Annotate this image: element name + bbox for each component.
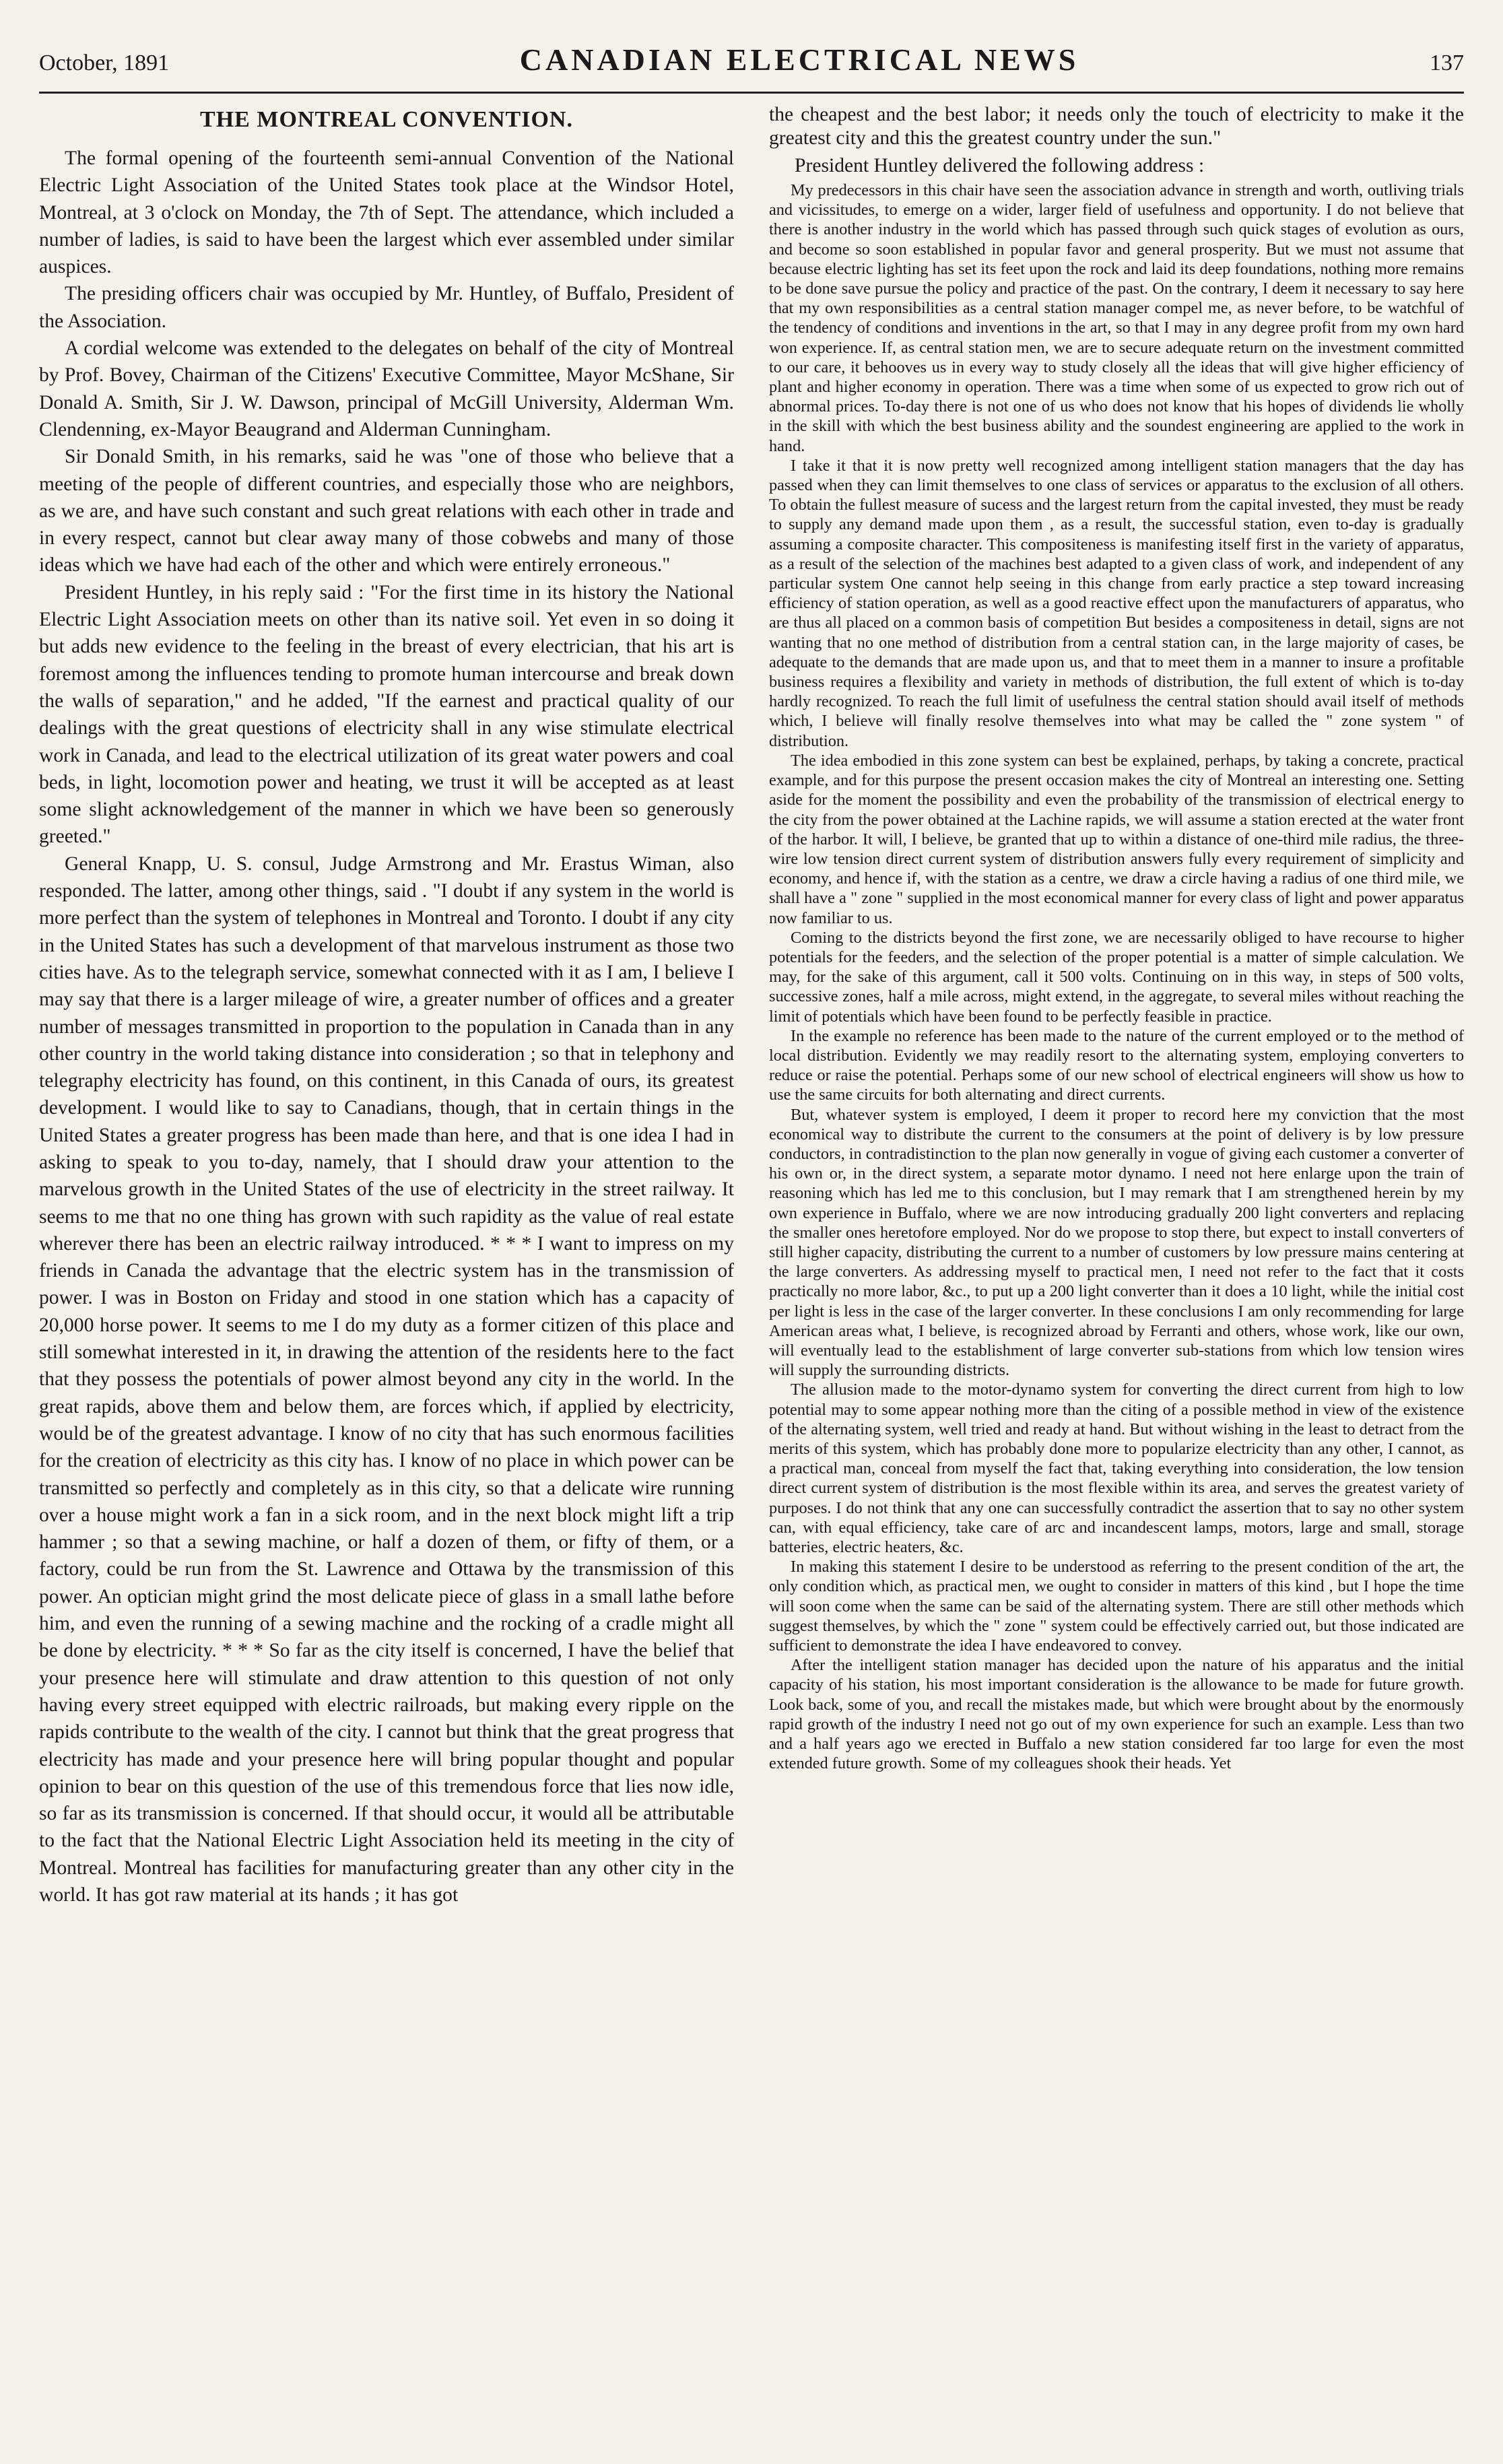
paragraph: A cordial welcome was extended to the delegates on behalf of the city of Montreal by Prof. Bovey, Chairman of the Citizens' Executive Committee, Mayor McShane, Sir Donald A. Smith, Sir J. W. Dawson, principal of McGill University, Alderman Wm. Clendenning, ex-Mayor Beaugrand and Alderman Cunningham.	[39, 337, 734, 440]
address-paragraph: After the intelligent station manager has decided upon the nature of his apparatus and the initial capacity of his station, his most important consideration is the allowance to be made for future growth. Look back, some of you, and recall the mistakes made, but which were brought about by the enormously rapid growth of the industry I need not go out of my own experience for such an example. Less than two and a half years ago we erected in Buffalo a new station considered far too large for even the most extended future growth. Some of my colleagues shook their heads. Yet	[769, 1656, 1464, 1773]
address-paragraph: Coming to the districts beyond the first zone, we are necessarily obliged to have recourse to higher potentials for the feeders, and the selection of the proper potential is a matter of simple calculation. We may, for the sake of this argument, call it 500 volts. Continuing on in this way, in steps of 500 volts, successive zones, half a mile across, might extend, in the aggregate, to several miles without reaching the limit of potentials which have been found to be perfectly feasible in practice.	[769, 928, 1464, 1026]
paragraph: General Knapp, U. S. consul, Judge Armstrong and Mr. Erastus Wiman, also responded. The latter, among other things, said . "I doubt if any system in the world is more perfect than the system of telephones in Montreal and Toronto. I doubt if any city in the United States has such a development of that marvelous instrument as those two cities have. As to the telegraph service, somewhat connected with it as I am, I believe I may say that there is a larger mileage of wire, a greater number of offices and a greater number of messages transmitted in proportion to the population in Canada than in any other country in the world taking distance into consideration ; so that in telephony and telegraphy electricity has found, on this continent, in this Canada of ours, its greatest development. I would like to say to Canadians, though, that in certain things in the United States a greater progress has been made than here, and that is one idea I had in asking to speak to you to-day, namely, that I should draw your attention to the marvelous growth in the United States of the use of electricity in the street railway. It seems to me that no one thing has grown with such rapidity as the value of real estate wherever there has been an electric railway introduced. * * * I want to impress on my friends in Canada the advantage that the electric system has in the transmission of power. I was in Boston on Friday and stood in one station which has a capacity of 20,000 horse power. It seems to me I do my duty as a former citizen of this place and still somewhat interested in it, in drawing the attention of the residents here to the fact that they possess the potentials of power almost beyond any city in the world. In the great rapids, above them and below them, are forces which, if applied by electricity, would be of the greatest advantage. I know of no city that has such enormous facilities for the creation of electricity as this city has. I know of no place in which power can be transmitted so perfectly and completely as in this city, so that a delicate wire running over a house might work a fan in a sick room, and in the next block might lift a trip hammer ; so that a sewing machine, or half a dozen of them, or fifty of them, or a factory, could be run from the St. Lawrence and Ottawa by the transmission of this power. An optician might grind the most delicate piece of glass in a small lathe before him, and even the running of a sewing machine and the rocking of a cradle might all be done by electricity. * * * So far as the city itself is concerned, I have the belief that your presence here will stimulate and draw attention to this question of not only having every street equipped with electric railroads, but making every ripple on the rapids contribute to the wealth of the city. I cannot but think that the great progress that electricity has made and your presence here will bring popular thought and popular opinion to bear on this question of the use of this tremendous force that lies now idle, so far as its transmission is concerned. If that should occur, it would all be attributable to the fact that the National Electric Light Association held its meeting in the city of Montreal. Montreal has facilities for manufacturing greater than any other city in the world. It has got raw material at its hands ; it has got	[39, 853, 734, 1906]
paragraph: The presiding officers chair was occupied by Mr. Huntley, of Buffalo, President of the Association.	[39, 283, 734, 332]
header-rule	[39, 92, 1464, 94]
address-paragraph: The allusion made to the motor-dynamo system for converting the direct current from high to low potential may to some appear nothing more than the citing of a possible method in view of the existence of the alternating system, well tried and ready at hand. But without wishing in the least to detract from the merits of this system, which has probably done more to popularize electricity than any other, I cannot, as a practical man, conceal from myself the fact that, taking everything into consideration, the low tension direct current system of distribution is the most flexible within its area, and serves the greatest variety of purposes. I do not think that any one can successfully contradict the assertion that to say no other system can, with equal efficiency, take care of arc and incandescent lamps, motors, large and small, storage batteries, electric heaters, &c.	[769, 1380, 1464, 1557]
running-head	[39, 42, 1464, 89]
address-paragraph: The idea embodied in this zone system can best be explained, perhaps, by taking a concrete, practical example, and for this purpose the present occasion makes the city of Montreal an interesting one. Setting aside for the moment the possibility and even the probability of the transmission of electrical energy to the city from the power obtained at the Lachine rapids, we will assume a station erected at the water front of the harbor. It will, I believe, be granted that up to within a distance of one-third mile radius, the three-wire low tension direct current system of distribution answers fully every requirement of simplicity and economy, and hence if, with the station as a centre, we draw a circle having a radius of one third mile, we shall have a " zone " supplied in the most economical manner for every class of light and power apparatus now familiar to us.	[769, 751, 1464, 927]
address-paragraph: In the example no reference has been made to the nature of the current employed or to the method of local distribution. Evidently we may readily resort to the alternating system, employing converters to reduce or raise the potential. Perhaps some of our new school of electrical engineers will show us how to use the same circuits for both alternating and direct currents.	[769, 1026, 1464, 1104]
paragraph: President Huntley, in his reply said : "For the first time in its history the National Electric Light Association meets on other than its native soil. Yet even in so doing it but adds new evidence to the feeling in the breast of every electrician, that his art is foremost among the influences tending to promote human intercourse and break down the walls of separation," and he added, "If the earnest and practical quality of our dealings with the great questions of electricity shall in any wise stimulate electrical work in Canada, and lead to the electrical utilization of its great water powers and coal beds, in light, locomotion power and heating, we trust it will be accepted as at least some slight acknowledgement of the manner in which we have been so generously greeted."	[39, 581, 734, 848]
paragraph-continued: the cheapest and the best labor; it needs only the touch of electricity to make it the greatest city and this the greatest country under the sun."	[769, 104, 1464, 149]
right-column	[769, 103, 1464, 2413]
address-paragraph: In making this statement I desire to be understood as referring to the present condition of the art, the only condition which, as practical men, we ought to consider in matters of this kind , but I hope the time will soon come when the same can be said of the alternating system. There are still other methods which suggest themselves, by which the " zone " system could be effectively carried out, but those indicated are sufficient to demonstrate the idea I have endeavored to convey.	[769, 1558, 1464, 1655]
address-paragraph: My predecessors in this chair have seen the association advance in strength and worth, outliving trials and vicissitudes, to emerge on a wider, larger field of usefulness and opportunity. I do not believe that there is another industry in the world which has passed through such quick stages of evolution as ours, and become so soon established in popular favor and general prosperity. But we must not assume that because electric lighting has set its feet upon the rock and laid its deep foundations, nothing more remains to be done save pursue the policy and practice of the past. On the contrary, I deem it necessary to say here that my own responsibilities as a central station manager compel me, as never before, to be watchful of the tendency of conditions and inventions in the art, so that I may in any degree profit from my own hard won experience. If, as central station men, we are to secure adequate return on the investment committed to our care, it behooves us in every way to study closely all the ideas that will give higher efficiency of plant and higher economy in operation. There was a time when some of us expected to grow rich out of abnormal prices. To-day there is not one of us who does not know that his hopes of dividends lie wholly in the skill with which the best business ability and the soundest engineering are applied to the work in hand.	[769, 181, 1464, 455]
left-column	[39, 103, 734, 2413]
article-columns	[39, 103, 1464, 2413]
publication-title: CANADIAN ELECTRICAL NEWS	[519, 42, 1079, 77]
address-intro: President Huntley delivered the following address :	[795, 155, 1205, 176]
paragraph: Sir Donald Smith, in his remarks, said he was "one of those who believe that a meeting of the people of different countries, and especially those who are neighbors, as we are, and have such constant and such great relations with each other in trade and in every respect, cannot but clear away many of those cobwebs and many of those ideas which we have had each of the other and which were entirely erroneous."	[39, 446, 734, 576]
article-title: THE MONTREAL CONVENTION.	[200, 107, 573, 132]
issue-date: October, 1891	[39, 51, 170, 75]
address-paragraph: But, whatever system is employed, I deem it proper to record here my conviction that the most economical way to distribute the current to the consumers at the point of delivery is by low pressure conductors, in contradistinction to the plan now generally in vogue of giving each customer a converter of his own or, in the direct system, a separate motor dynamo. I need not here enlarge upon the train of reasoning which has led me to this conclusion, but I may remark that I am strengthened herein by my own experience in Buffalo, where we are now introducing gradually 200 light converters and replacing the smaller ones heretofore employed. Nor do we propose to stop there, but expect to install converters of still higher capacity, distributing the current to a number of customers by low pressure mains centering at the large converters. As addressing myself to practical men, I need not refer to the fact that it costs practically no more labor, &c., to put up a 200 light converter than it does a 10 light, while the initial cost per light is less in the case of the larger converter. In these conclusions I am only recommending for large American areas what, I believe, is recognized abroad by Ferranti and others, whose work, like our own, will eventually lead to the establishment of large converter sub-stations from which low tension wires will supply the surrounding districts.	[769, 1105, 1464, 1380]
paragraph: The formal opening of the fourteenth semi-annual Convention of the National Electric Light Association of the United States took place at the Windsor Hotel, Montreal, at 3 o'clock on Monday, the 7th of Sept. The attendance, which included a number of ladies, is said to have been the largest which ever assembled under similar auspices.	[39, 147, 734, 278]
page-number: 137	[1429, 51, 1464, 75]
address-paragraph: I take it that it is now pretty well recognized among intelligent station managers that the day has passed when they can limit themselves to one class of services or apparatus to the exclusion of all others. To obtain the fullest measure of sucess and the largest return from the capital invested, they must be ready to supply any demand made upon them , as a result, the successful station, even to-day is gradually assuming a composite character. This compositeness is manifesting itself first in the variety of apparatus, as a result of the selection of the machines best adapted to a given class of work, and independent of any particular system One cannot help seeing in this change from early practice a step toward increasing efficiency of station operation, as well as a good reactive effect upon the manufacturers of apparatus, who are thus all placed on a common basis of competition But besides a compositeness in detail, signs are not wanting that no one method of distribution from a central station can, in the large majority of cases, be adequate to the demands that are made upon us, and that to meet them in a manner to insure a profitable business requires a flexibility and variety in methods of distribution, the full extent of which is to-day hardly recognized. To reach the full limit of usefulness the central station should avail itself of methods which, I believe will finally resolve themselves into what may be called the " zone system " of distribution.	[769, 456, 1464, 750]
